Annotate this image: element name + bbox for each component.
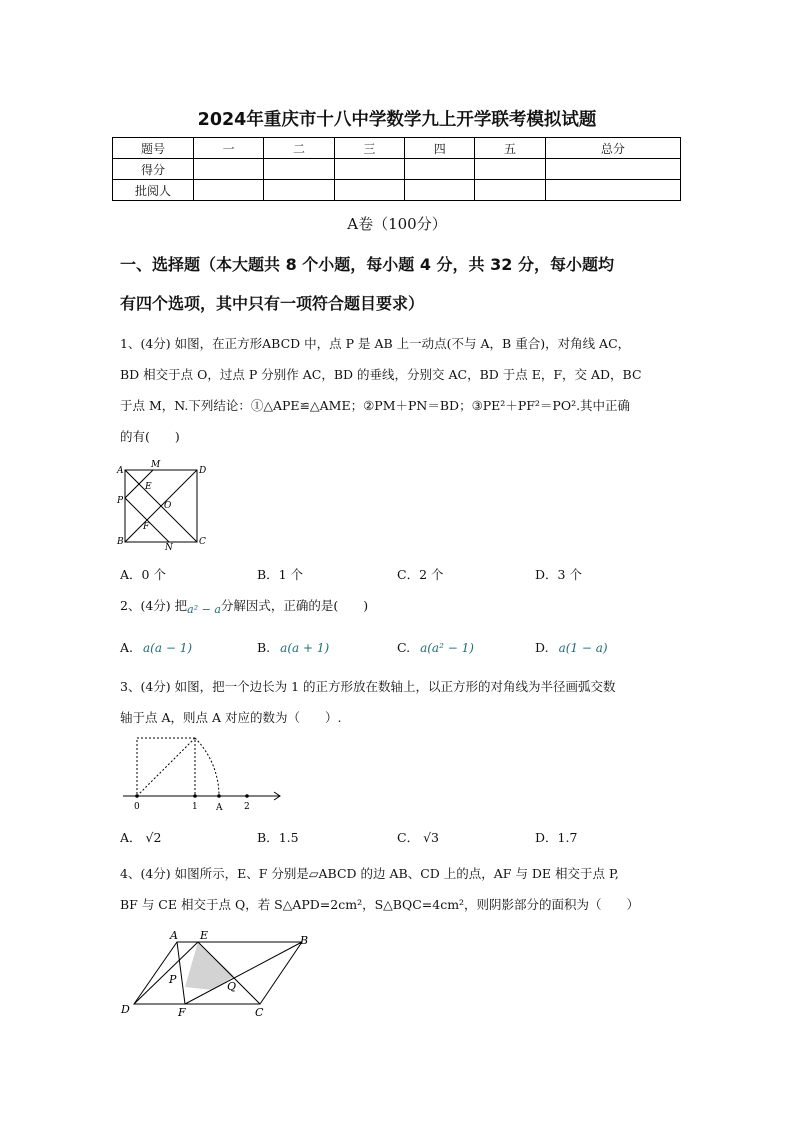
score-cell[interactable] xyxy=(475,159,545,180)
option-math: a(a² − 1) xyxy=(420,641,474,655)
page-title: 2024年重庆市十八中学数学九上开学联考模拟试题 xyxy=(197,110,597,130)
q4-fig-label: P xyxy=(169,973,177,986)
q2-stem xyxy=(120,590,680,625)
q1-fig-label: E xyxy=(145,482,152,492)
q4-fig-label: D xyxy=(121,1003,130,1016)
q2-prefix: 2、(4分) 把 xyxy=(120,598,188,613)
score-cell[interactable] xyxy=(545,159,680,180)
q1-fig-label: A xyxy=(117,466,124,476)
q4-fig-label: A xyxy=(170,929,178,942)
option-letter: B． xyxy=(257,830,279,845)
q4-fig-label: F xyxy=(178,1006,186,1019)
q3-fig-label: A xyxy=(216,803,223,813)
score-cell[interactable] xyxy=(194,180,264,201)
score-cell[interactable] xyxy=(405,180,475,201)
option-letter: C. xyxy=(397,640,411,655)
option-math: a(a + 1) xyxy=(280,641,330,655)
q1-option-c[interactable]: C．2 个 xyxy=(397,567,444,582)
q3-option-c[interactable] xyxy=(397,828,439,846)
table-cell: 四 xyxy=(405,138,475,159)
q2-option-d[interactable] xyxy=(535,640,608,655)
score-cell[interactable] xyxy=(405,159,475,180)
q3-figure xyxy=(118,733,288,813)
table-cell: 五 xyxy=(475,138,545,159)
q2-option-c[interactable] xyxy=(397,640,474,655)
option-letter: D. xyxy=(535,640,549,655)
q1-option-d[interactable]: D．3 个 xyxy=(535,567,582,582)
table-row xyxy=(113,159,681,180)
score-cell[interactable] xyxy=(264,159,334,180)
option-math: a(1 − a) xyxy=(558,641,608,655)
q3-line2: 轴于点 A，则点 A 对应的数为（ ）. xyxy=(120,710,342,725)
table-row xyxy=(113,180,681,201)
table-cell: 批阅人 xyxy=(113,180,194,201)
q1-fig-label: N xyxy=(165,543,173,553)
table-cell: 总分 xyxy=(545,138,680,159)
score-cell[interactable] xyxy=(334,159,404,180)
score-cell[interactable] xyxy=(475,180,545,201)
score-cell[interactable] xyxy=(264,180,334,201)
section-heading: A卷（100分） xyxy=(347,215,447,233)
q1-line4: 的有( ) xyxy=(120,429,180,444)
option-letter: B. xyxy=(257,640,271,655)
score-cell[interactable] xyxy=(194,159,264,180)
q2-suffix: 分解因式，正确的是( ) xyxy=(220,598,369,613)
q4-fig-label: Q xyxy=(227,980,237,993)
q1-fig-label: P xyxy=(117,496,124,506)
option-value: 1.7 xyxy=(557,830,578,845)
table-cell: 题号 xyxy=(113,138,194,159)
table-cell: 三 xyxy=(334,138,404,159)
table-cell: 一 xyxy=(194,138,264,159)
q1-fig-label: C xyxy=(199,537,206,547)
option-value: √3 xyxy=(423,830,439,845)
score-table-header xyxy=(113,138,681,159)
table-cell: 二 xyxy=(264,138,334,159)
option-letter: C． xyxy=(397,830,420,845)
score-table xyxy=(112,137,681,201)
option-value: √2 xyxy=(145,830,162,845)
q1-fig-label: D xyxy=(199,466,207,476)
score-cell[interactable] xyxy=(334,180,404,201)
q3-line1: 3、(4分) 如图，把一个边长为 1 的正方形放在数轴上，以正方形的对角线为半径画弧交数 xyxy=(120,679,616,694)
q1-fig-label: M xyxy=(151,460,161,470)
score-cell[interactable] xyxy=(545,180,680,201)
part-heading-line2: 有四个选项，其中只有一项符合题目要求） xyxy=(120,294,425,313)
q1-fig-label: F xyxy=(143,522,150,532)
q4-line1: 4、(4分) 如图所示，E、F 分别是▱ABCD 的边 AB、CD 上的点，AF 与 DE 相交于点 P, xyxy=(120,866,619,881)
q2-option-b[interactable] xyxy=(257,640,329,655)
q3-fig-label: 1 xyxy=(192,802,198,812)
q3-option-a[interactable] xyxy=(120,828,161,846)
q3-fig-label: 0 xyxy=(134,802,140,812)
q1-fig-label: O xyxy=(164,501,172,511)
q1-line2: BD 相交于点 O，过点 P 分别作 AC，BD 的垂线，分别交 AC，BD 于点 E，F，交 AD，BC xyxy=(120,367,642,382)
q1-line1: 1、(4分) 如图，在正方形ABCD 中，点 P 是 AB 上一动点(不与 A，B 重合)，对角线 AC， xyxy=(120,336,631,351)
option-letter: A． xyxy=(120,830,142,845)
q4-line2: BF 与 CE 相交于点 Q，若 S△APD=2cm²，S△BQC=4cm²，则阴影部分的面积为（ ） xyxy=(120,897,640,912)
q3-option-b[interactable] xyxy=(257,828,299,846)
option-letter: D． xyxy=(535,830,558,845)
option-math: a(a − 1) xyxy=(143,641,193,655)
q4-fig-label: C xyxy=(255,1006,264,1019)
q2-expression: a² − a xyxy=(187,603,221,616)
q4-fig-label: B xyxy=(300,934,309,947)
q1-figure xyxy=(115,458,215,553)
q1-option-b[interactable]: B．1 个 xyxy=(257,567,304,582)
table-cell: 得分 xyxy=(113,159,194,180)
q3-fig-label: 2 xyxy=(244,802,250,812)
q2-option-a[interactable] xyxy=(120,640,192,655)
option-value: 1.5 xyxy=(278,830,299,845)
q3-option-d[interactable] xyxy=(535,828,577,846)
q1-option-a[interactable]: A．0 个 xyxy=(120,567,166,582)
part-heading-line1: 一、选择题（本大题共 8 个小题，每小题 4 分，共 32 分，每小题均 xyxy=(120,255,614,274)
q1-fig-label: B xyxy=(117,537,124,547)
q4-fig-label: E xyxy=(200,929,209,942)
q4-figure xyxy=(118,928,318,1023)
q1-line3: 于点 M，N.下列结论：①△APE≌△AME；②PM＋PN＝BD；③PE²＋PF²＝PO².其中正确 xyxy=(120,398,631,413)
option-letter: A. xyxy=(120,640,134,655)
